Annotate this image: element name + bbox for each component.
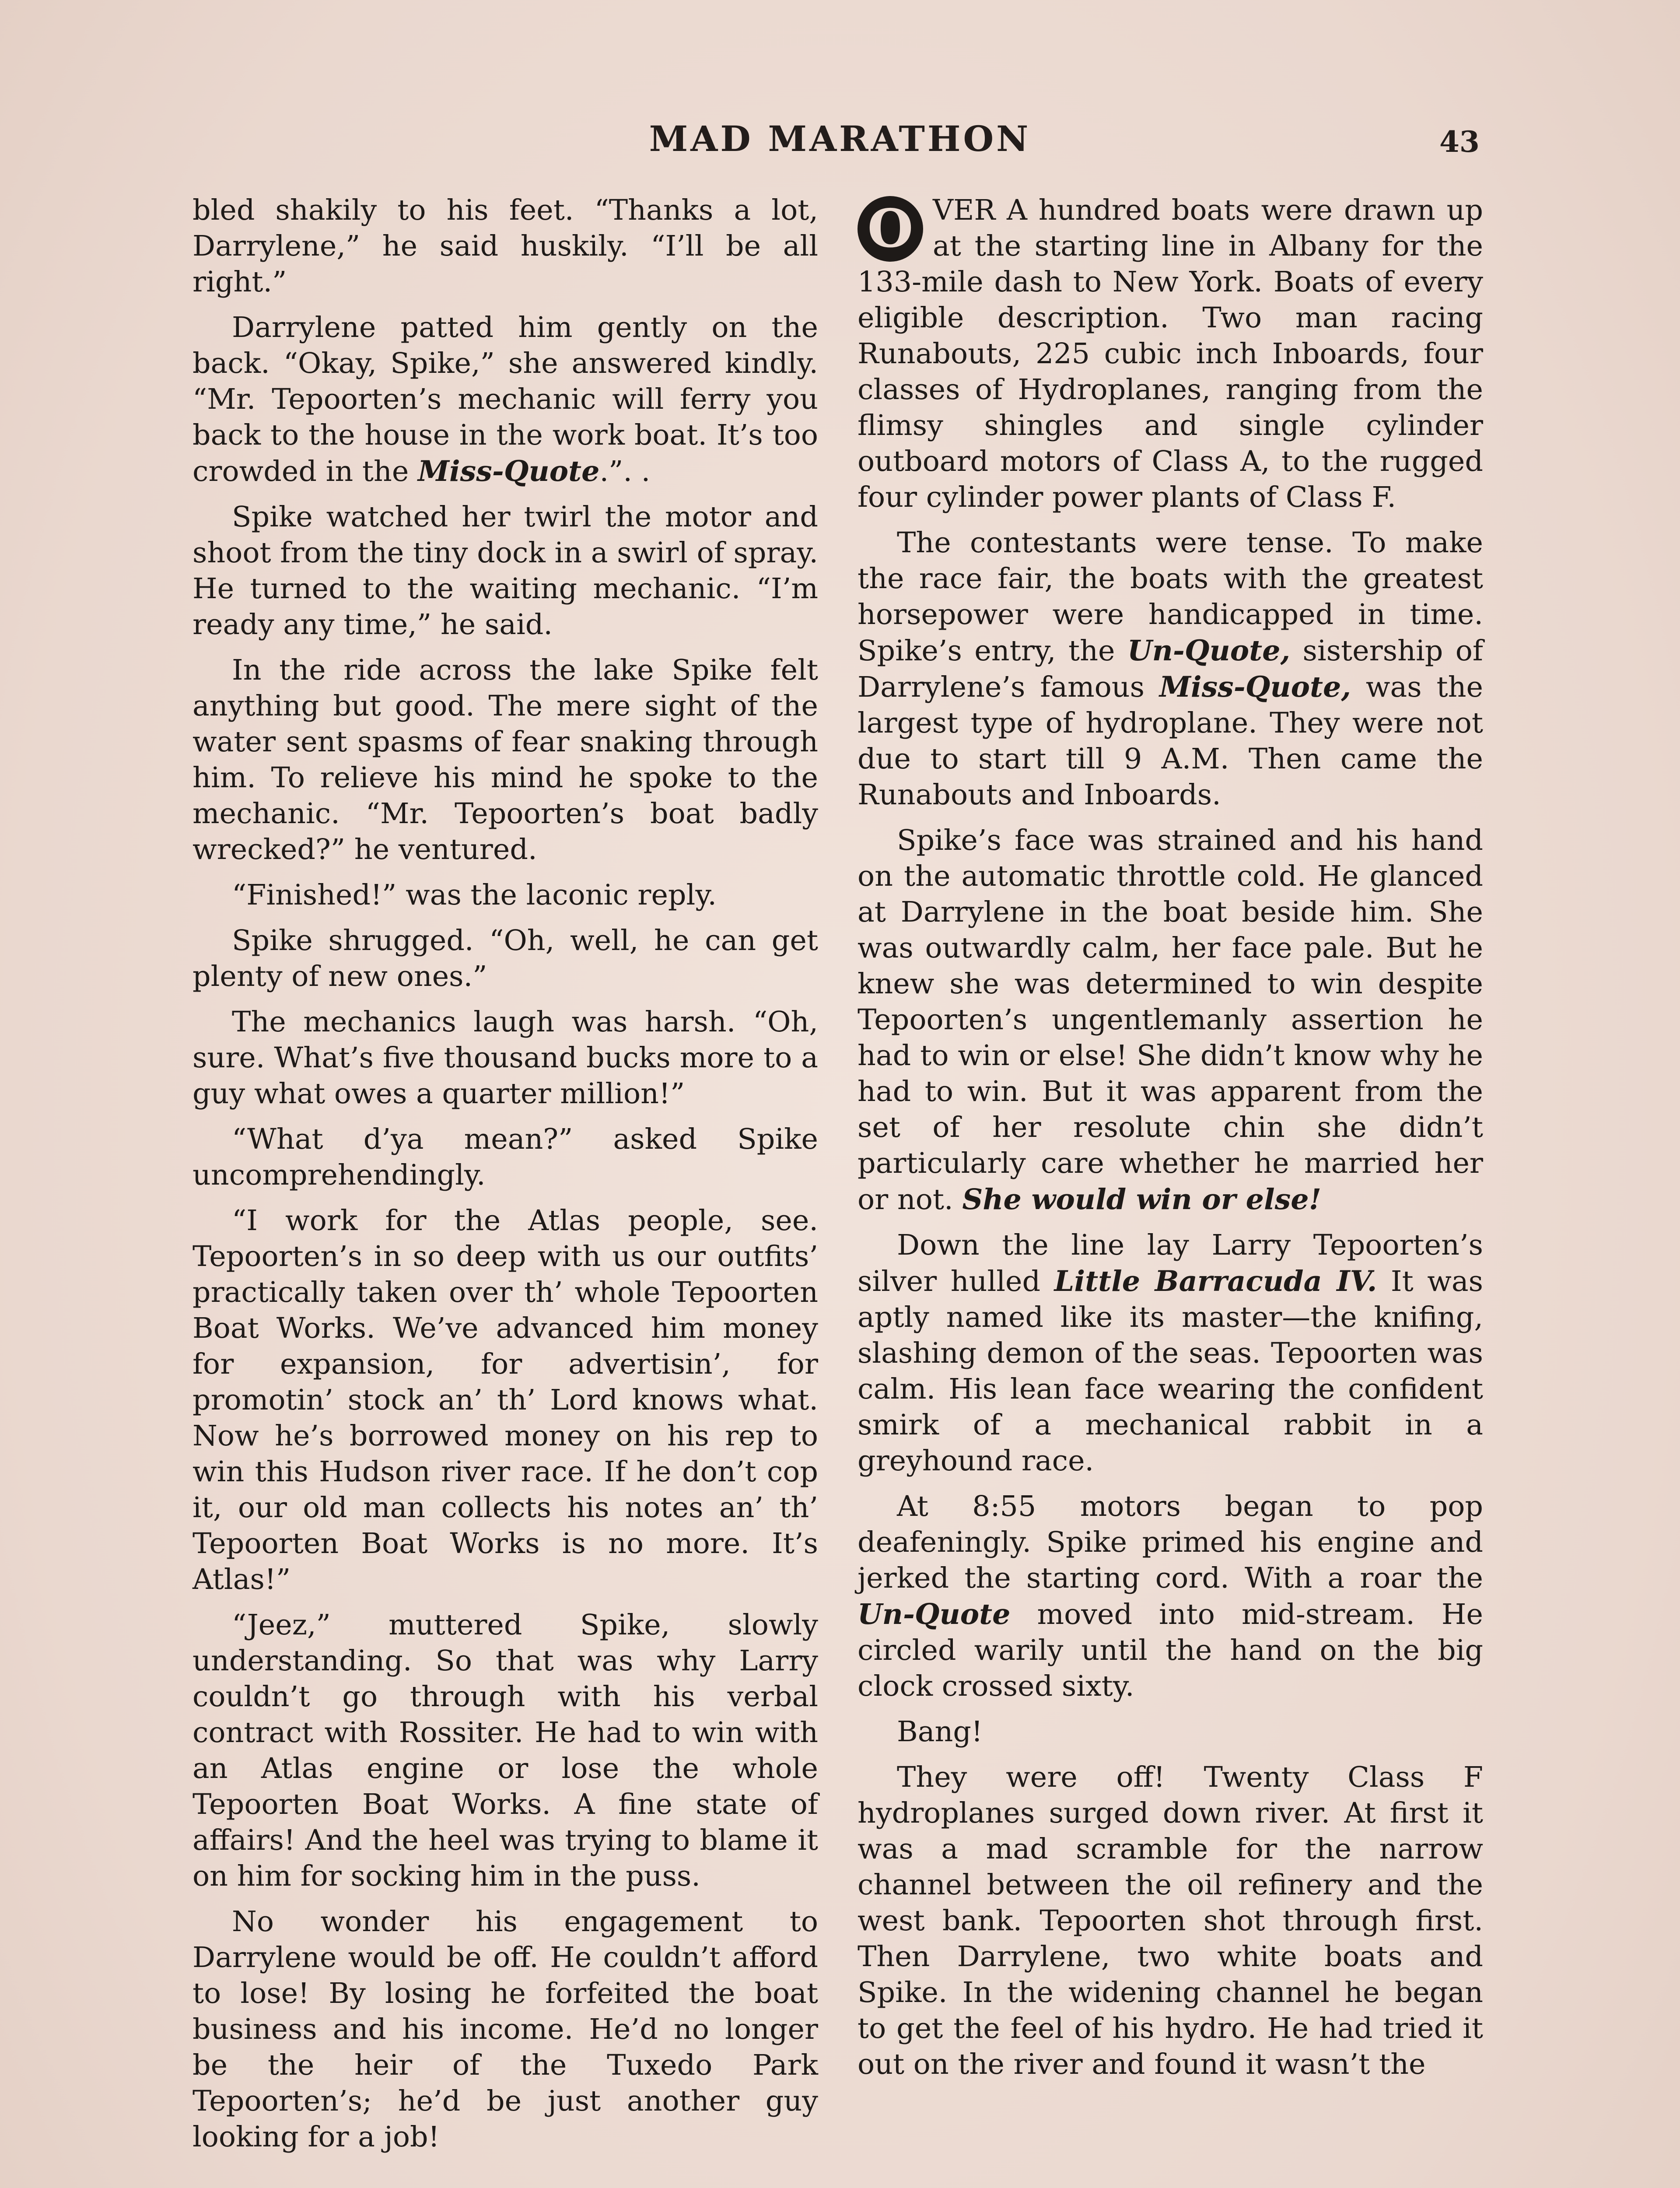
paragraph: Bang! [897, 1715, 983, 1748]
paragraph: “Finished!” was the laconic reply. [232, 879, 717, 912]
boat-name: Un-Quote, [1127, 634, 1291, 667]
paragraph: Darrylene patted him gently on the back. “Okay, Spike,” she answered kindly. “Mr. Tepoorten’s mechanic will ferry you back to the house in the work boat. It’s too crowded in the Miss-Quote.”. . [192, 311, 818, 488]
boat-name: Miss-Quote, [1159, 670, 1351, 704]
paragraph: Spike shrugged. “Oh, well, he can get plenty of new ones.” [192, 924, 818, 993]
boat-name: Miss-Quote [418, 455, 600, 488]
page-number: 43 [1439, 125, 1480, 159]
boat-name: Un-Quote [858, 1598, 1011, 1631]
paragraph: O VER A hundred boats were drawn up at the starting line in Albany for the 133-mile dash to New York. Boats of every eligible description. Two man racing Runabouts, 225 cubic inch Inboards, four classes of Hydroplanes, ranging from the flimsy shingles and single cylinder outboard motors of Class A, to the rugged four cylinder power plants of Class F. [858, 194, 1483, 514]
paragraph: The mechanics laugh was harsh. “Oh, sure. What’s five thousand bucks more to a guy what owes a quarter million!” [192, 1006, 818, 1110]
paragraph: “What d’ya mean?” asked Spike uncomprehendingly. [192, 1123, 818, 1192]
paragraph: Down the line lay Larry Tepoorten’s silver hulled Little Barracuda IV. It was aptly named like its master—the knifing, slashing demon of the seas. Tepoorten was calm. His lean face wearing the confident smirk of a mechanical rabbit in a greyhound race. [858, 1229, 1483, 1477]
running-head-title: MAD MARATHON [649, 118, 1031, 159]
paragraph: At 8:55 motors began to pop deafeningly. Spike primed his engine and jerked the starting cord. With a roar the Un-Quote moved into mid-stream. He circled warily until the hand on the big clock crossed sixty. [858, 1490, 1483, 1703]
boat-name: Little Barracuda IV. [1054, 1265, 1377, 1298]
paragraph: “Jeez,” muttered Spike, slowly understanding. So that was why Larry couldn’t go through with his verbal contract with Rossiter. He had to win with an Atlas engine or lose the whole Tepoorten Boat Works. A fine state of affairs! And the heel was trying to blame it on him for socking him in the puss. [192, 1609, 818, 1893]
paragraph: No wonder his engagement to Darrylene would be off. He couldn’t afford to lose! By losing he forfeited the boat business and his income. He’d no longer be the heir of the Tuxedo Park Tepoorten’s; he’d be just another guy looking for a job! [192, 1905, 818, 2153]
paragraph: Spike watched her twirl the motor and shoot from the tiny dock in a swirl of spray. He turned to the waiting mechanic. “I’m ready any time,” he said. [192, 501, 818, 641]
paragraph: Spike’s face was strained and his hand on the automatic throttle cold. He glanced at Darrylene in the boat beside him. She was outwardly calm, her face pale. But he knew she was determined to win despite Tepoorten’s ungentlemanly assertion he had to win or else! She didn’t know why he had to win. But it was apparent from the set of her resolute chin she didn’t particularly care whether he married her or not. She would win or else! [858, 824, 1483, 1216]
paragraph: “I work for the Atlas people, see. Tepoorten’s in so deep with us our outfits’ practically taken over th’ whole Tepoorten Boat Works. We’ve advanced him money for expansion, for advertisin’, for promotin’ stock an’ th’ Lord knows what. Now he’s borrowed money on his rep to win this Hudson river race. If he don’t cop it, our old man collects his notes an’ th’ Tepoorten Boat Works is no more. It’s Atlas!” [192, 1204, 818, 1596]
paragraph: The contestants were tense. To make the race fair, the boats with the greatest horsepower were handicapped in time. Spike’s entry, the Un-Quote, sistership of Darrylene’s famous Miss-Quote, was the largest type of hydroplane. They were not due to start till 9 A.M. Then came the Runabouts and Inboards. [858, 526, 1483, 811]
paragraph: In the ride across the lake Spike felt anything but good. The mere sight of the water sent spasms of fear snaking through him. To relieve his mind he spoke to the mechanic. “Mr. Tepoorten’s boat badly wrecked?” he ventured. [192, 654, 818, 866]
drop-cap: O [858, 196, 923, 262]
emphasis: She would win or else! [962, 1183, 1322, 1216]
left-column [192, 193, 818, 2165]
right-column [858, 193, 1483, 2092]
paragraph: They were off! Twenty Class F hydroplanes surged down river. At first it was a mad scramble for the narrow channel between the oil refinery and the west bank. Tepoorten shot through first. Then Darrylene, two white boats and Spike. In the widening channel he began to get the feel of his hydro. He had tried it out on the river and found it wasn’t the [858, 1761, 1483, 2081]
paragraph: bled shakily to his feet. “Thanks a lot, Darrylene,” he said huskily. “I’ll be all right.” [192, 194, 818, 298]
